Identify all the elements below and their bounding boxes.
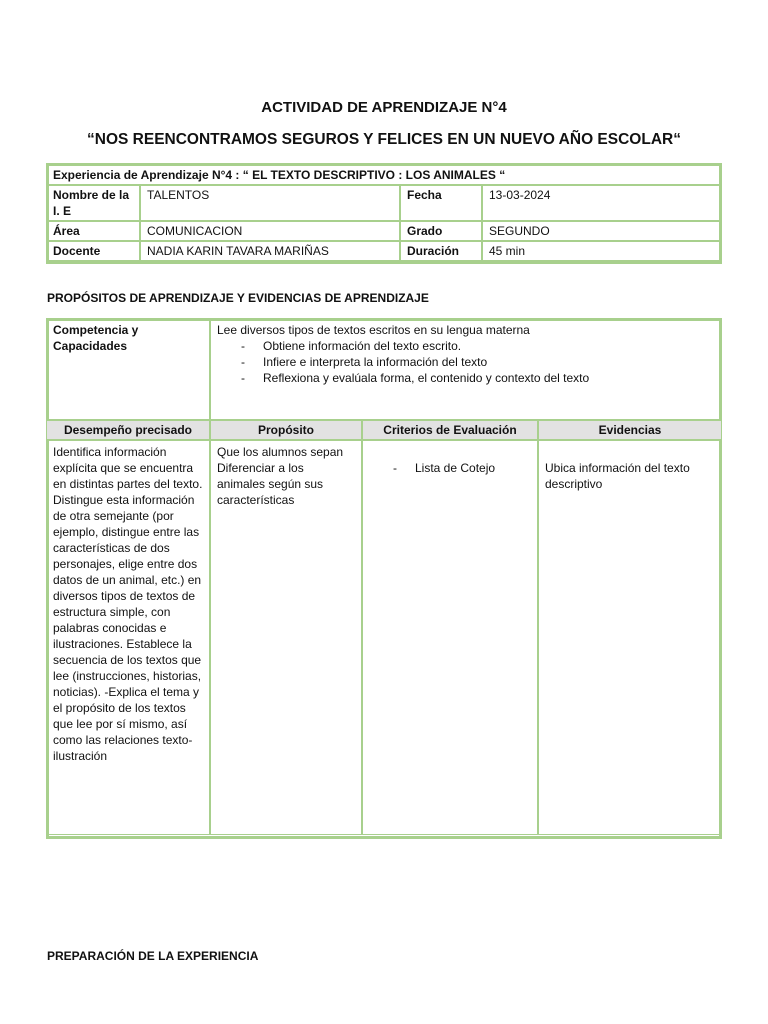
criterio-cell (362, 440, 538, 835)
capacidad-item: - Reflexiona y evalúala forma, el contenido y contexto del texto (263, 370, 715, 386)
document-title: ACTIVIDAD DE APRENDIZAJE N°4 (261, 99, 507, 116)
nombre-value: TALENTOS (140, 185, 400, 221)
capacidades-list (217, 338, 715, 386)
criterio-list (369, 460, 531, 476)
header-proposito: Propósito (210, 420, 362, 440)
nombre-label: Nombre de la I. E (46, 185, 140, 221)
evidencia-cell: Ubica información del texto descriptivo (538, 440, 722, 835)
document-subtitle: “NOS REENCONTRAMOS SEGUROS Y FELICES EN UN NUEVO AÑO ESCOLAR“ (87, 131, 681, 148)
docente-value: NADIA KARIN TAVARA MARIÑAS (140, 241, 400, 261)
grado-label: Grado (400, 221, 482, 241)
docente-label: Docente (46, 241, 140, 261)
area-value: COMUNICACION (140, 221, 400, 241)
grado-value: SEGUNDO (482, 221, 722, 241)
area-label: Área (46, 221, 140, 241)
section-heading-preparacion: PREPARACIÓN DE LA EXPERIENCIA (47, 949, 259, 963)
fecha-label: Fecha (400, 185, 482, 221)
competencia-text: Lee diversos tipos de textos escritos en su lengua materna (217, 323, 530, 337)
fecha-value: 13-03-2024 (482, 185, 722, 221)
proposito-cell: Que los alumnos sepan Diferenciar a los animales según sus características (210, 440, 362, 835)
capacidad-item: - Obtiene información del texto escrito. (263, 338, 715, 354)
competencia-label: Competencia y Capacidades (46, 318, 210, 420)
proposito-table (46, 318, 722, 835)
duracion-value: 45 min (482, 241, 722, 261)
desempeno-cell: Identifica información explícita que se encuentra en distintas partes del texto. Distingue esta información de otra semejante (por ejemplo, distingue entre las características de dos personajes, elige entre dos datos de un animal, etc.) en diversos tipos de textos de estructura simple, con palabras conocidas e ilustraciones. Establece la secuencia de los textos que lee (instrucciones, historias, noticias). -Explica el tema y el propósito de los textos que lee por sí mismo, así como las relaciones texto-ilustración (46, 440, 210, 835)
capacidad-item: - Infiere e interpreta la información del texto (263, 354, 715, 370)
header-evidencias: Evidencias (538, 420, 722, 440)
header-desempeno: Desempeño precisado (46, 420, 210, 440)
header-criterios: Criterios de Evaluación (362, 420, 538, 440)
competencia-cell (210, 318, 722, 420)
experiencia-cell: Experiencia de Aprendizaje N°4 : “ EL TEXTO DESCRIPTIVO : LOS ANIMALES “ (46, 163, 722, 185)
duracion-label: Duración (400, 241, 482, 261)
info-table (46, 163, 722, 261)
criterio-item: - Lista de Cotejo (415, 460, 531, 476)
section-heading-propositos: PROPÓSITOS DE APRENDIZAJE Y EVIDENCIAS DE APRENDIZAJE (47, 291, 429, 305)
